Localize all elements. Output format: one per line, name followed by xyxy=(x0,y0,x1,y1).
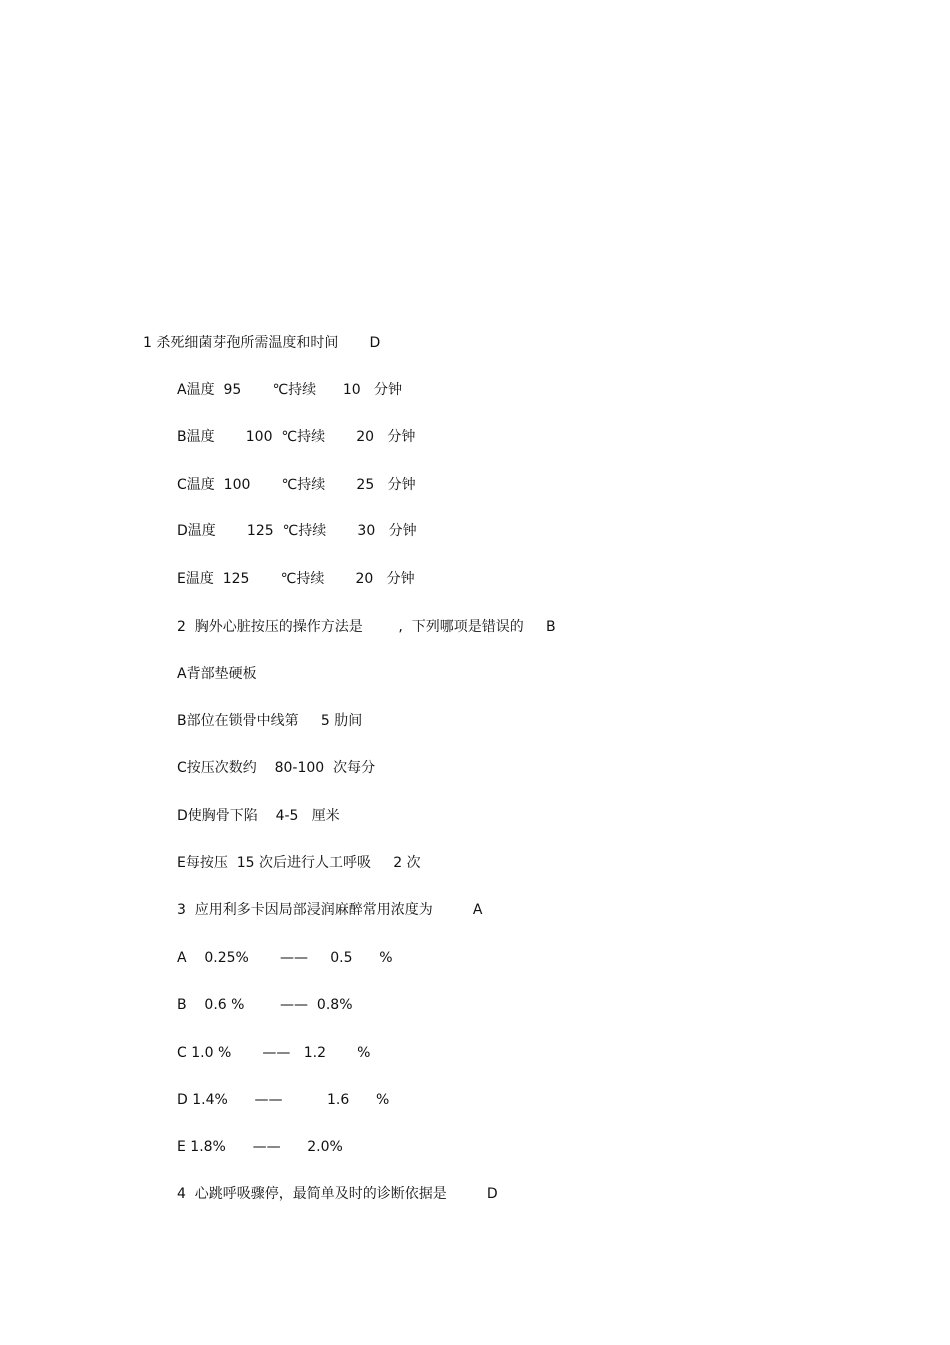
q2-option-e: E每按压 15 次后进行人工呼吸 2 次 xyxy=(177,855,421,871)
q3-option-b: B 0.6 % —— 0.8% xyxy=(177,997,353,1013)
q2-option-a: A背部垫硬板 xyxy=(177,666,257,682)
q1-title: 1 杀死细菌芽孢所需温度和时间 D xyxy=(143,335,381,351)
q3-option-d: D 1.4% —— 1.6 % xyxy=(177,1092,390,1108)
q1-option-c: C温度 100 ℃持续 25 分钟 xyxy=(177,477,416,493)
q1-option-d: D温度 125 ℃持续 30 分钟 xyxy=(177,523,417,539)
q1-option-b: B温度 100 ℃持续 20 分钟 xyxy=(177,429,416,445)
q2-option-c: C按压次数约 80-100 次每分 xyxy=(177,760,376,776)
q2-title: 2 胸外心脏按压的操作方法是 , 下列哪项是错误的 B xyxy=(177,619,556,635)
q3-option-e: E 1.8% —— 2.0% xyxy=(177,1139,343,1155)
q1-option-a: A温度 95 ℃持续 10 分钟 xyxy=(177,382,403,398)
q4-title: 4 心跳呼吸骤停，最简单及时的诊断依据是 D xyxy=(177,1186,498,1202)
q3-title: 3 应用利多卡因局部浸润麻醉常用浓度为 A xyxy=(177,902,483,918)
q2-option-b: B部位在锁骨中线第 5 肋间 xyxy=(177,713,363,729)
q2-option-d: D使胸骨下陷 4-5 厘米 xyxy=(177,808,340,824)
q3-option-a: A 0.25% —— 0.5 % xyxy=(177,950,393,966)
q3-option-c: C 1.0 % —— 1.2 % xyxy=(177,1045,371,1061)
q1-option-e: E温度 125 ℃持续 20 分钟 xyxy=(177,571,415,587)
